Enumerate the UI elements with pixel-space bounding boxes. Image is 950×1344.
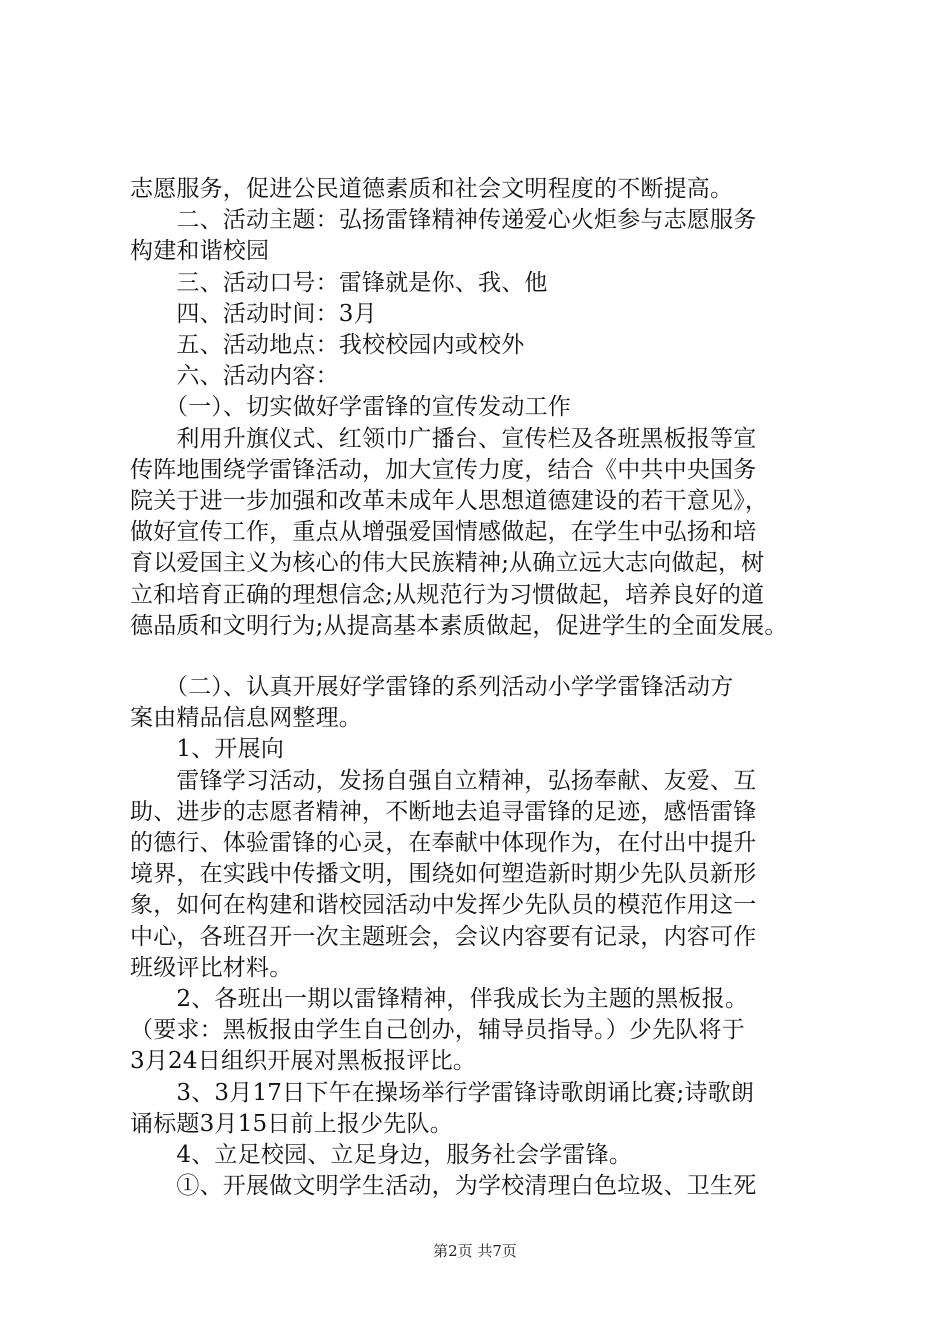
text-line: 境界，在实践中传播文明，围绕如何塑造新时期少先队员新形 [130,861,757,887]
text-line: 案由精品信息网整理。 [130,705,362,731]
text-line: 志愿服务，促进公民道德素质和社会文明程度的不断提高。 [130,176,734,202]
text-line: 四、活动时间：3月 [130,301,377,327]
text-line: 德品质和文明行为;从提高基本素质做起，促进学生的全面发展。 [130,613,788,639]
text-line: 育以爱国主义为核心的伟大民族精神;从确立远大志向做起，树 [130,550,765,576]
text-line: 2、各班出一期以雷锋精神，伴我成长为主题的黑板报。 [130,986,749,1012]
text-line: 五、活动地点：我校校园内或校外 [130,332,525,358]
text-line: 做好宣传工作，重点从增强爱国情感做起，在学生中弘扬和培 [130,519,757,545]
text-line: （二）、认真开展好学雷锋的系列活动小学学雷锋活动方 [130,674,734,700]
text-line: 雷锋学习活动，发扬自强自立精神，弘扬奉献、友爱、互 [130,768,757,794]
text-line: 三、活动口号：雷锋就是你、我、他 [130,270,548,296]
text-line: 传阵地围绕学雷锋活动，加大宣传力度，结合《中共中央国务 [130,457,757,483]
text-line: 4、立足校园、立足身边，服务社会学雷锋。 [130,1142,633,1168]
text-line: （要求：黑板报由学生自己创办，辅导员指导。）少先队将于 [130,1017,745,1043]
text-line: （一）、切实做好学雷锋的宣传发动工作 [130,394,571,420]
page-number-footer: 第2页 共7页 [433,1242,517,1260]
text-line: 助、进步的志愿者精神，不断地去追寻雷锋的足迹，感悟雷锋 [130,799,757,825]
text-line: 3、3月17日下午在操场举行学雷锋诗歌朗诵比赛;诗歌朗 [130,1080,755,1106]
text-line: 六、活动内容： [130,363,339,389]
text-line: 立和培育正确的理想信念;从规范行为习惯做起，培养良好的道 [130,582,765,608]
text-line: 象，如何在构建和谐校园活动中发挥少先队员的模范作用这一 [130,892,757,918]
text-line: 诵标题3月15日前上报少先队。 [130,1111,453,1137]
text-line: 二、活动主题：弘扬雷锋精神传递爱心火炬参与志愿服务 [130,207,757,233]
text-line: 的德行、体验雷锋的心灵，在奉献中体现作为，在付出中提升 [130,830,757,856]
text-line: 3月24日组织开展对黑板报评比。 [130,1048,477,1074]
text-line: 中心，各班召开一次主题班会，会议内容要有记录，内容可作 [130,924,757,950]
text-line: 班级评比材料。 [130,955,293,981]
text-line: 院关于进一步加强和改革未成年人思想道德建设的若干意见》， [130,488,769,514]
text-line: ①、开展做文明学生活动，为学校清理白色垃圾、卫生死 [130,1173,757,1199]
text-line: 构建和谐校园 [130,238,270,264]
text-line: 1、开展向 [130,736,285,762]
text-line: 利用升旗仪式、红领巾广播台、宣传栏及各班黑板报等宣 [130,426,757,452]
